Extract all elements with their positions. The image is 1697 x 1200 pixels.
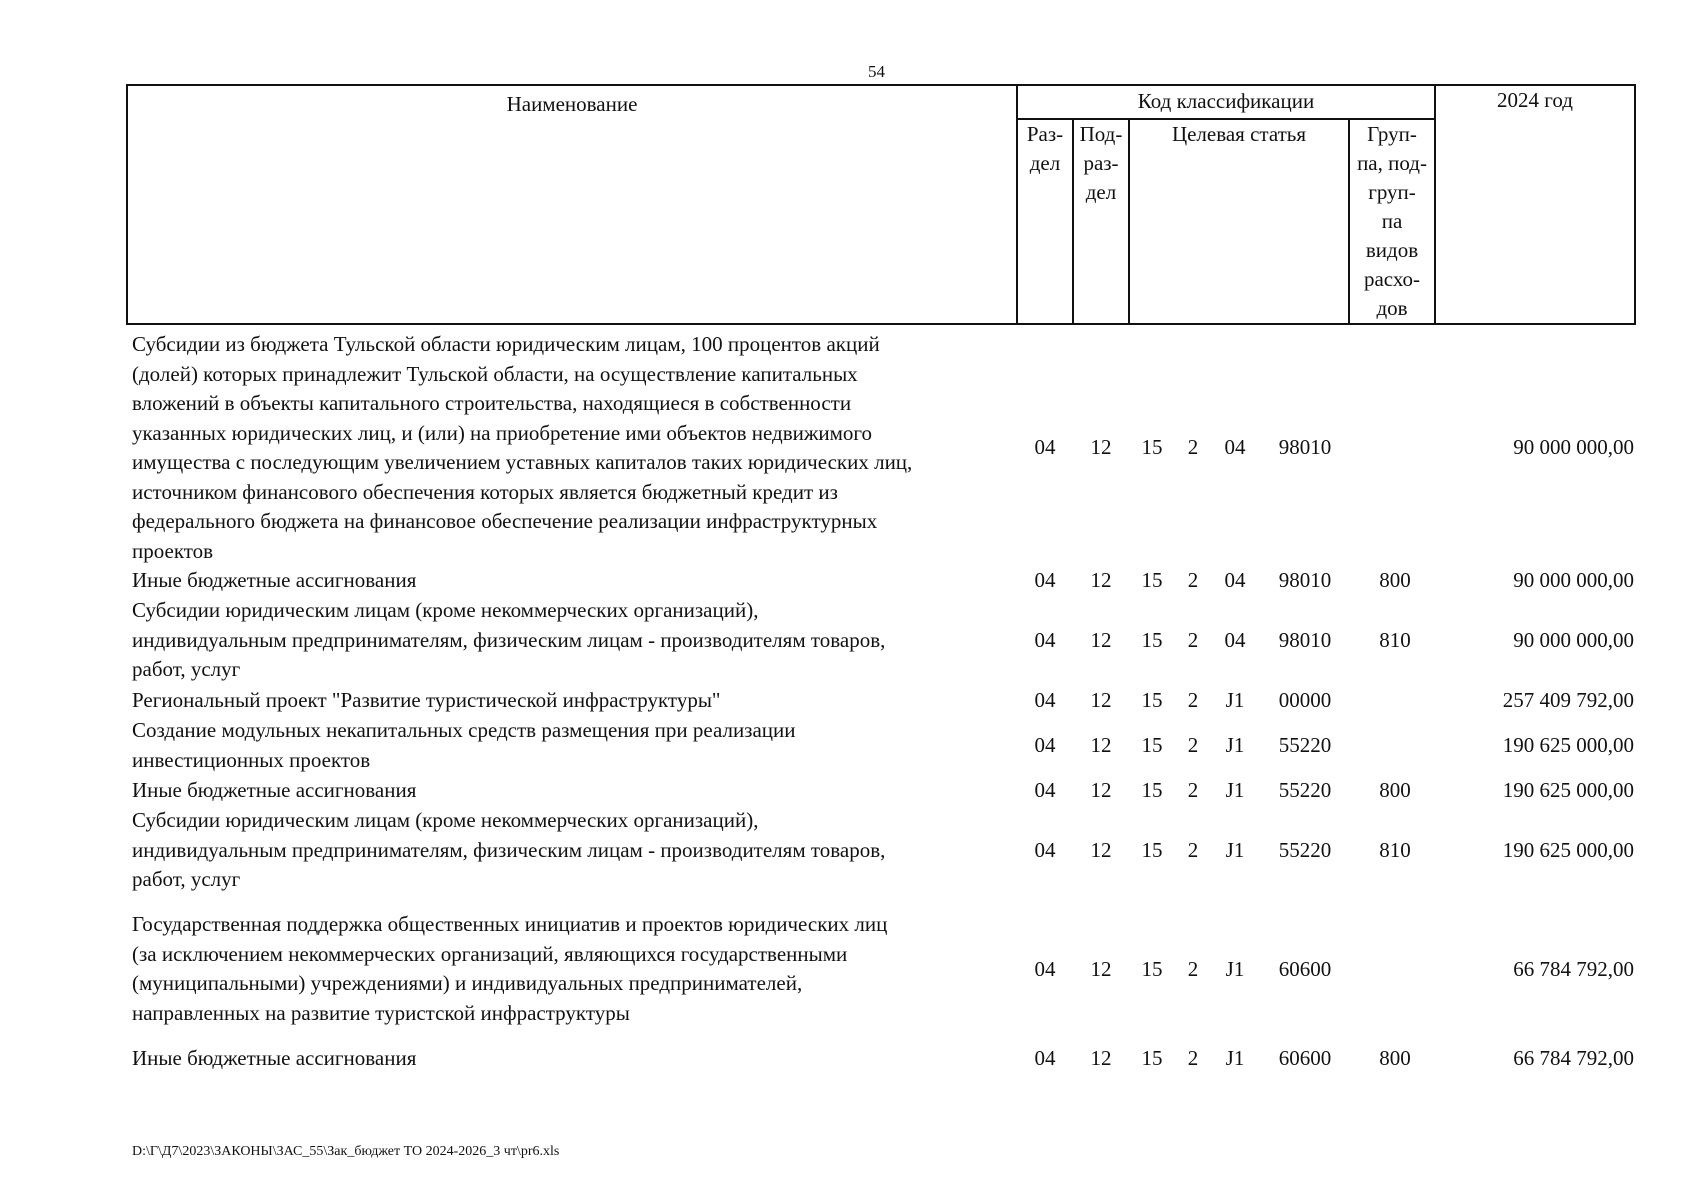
cell-amount: 90 000 000,00 bbox=[1513, 435, 1634, 459]
row-name: Иные бюджетные ассигнования bbox=[132, 1046, 417, 1070]
header-target-article: Целевая статья bbox=[1129, 119, 1349, 324]
cell-amount: 66 784 792,00 bbox=[1513, 1046, 1634, 1070]
cell-target-type: 2 bbox=[1187, 838, 1199, 862]
cell-target-type: 2 bbox=[1187, 435, 1199, 459]
header-name: Наименование bbox=[127, 85, 1017, 324]
cell-amount: 257 409 792,00 bbox=[1502, 688, 1634, 712]
row-name: Создание модульных некапитальных средств размещения при реализации инвестиционных проектов bbox=[132, 718, 796, 772]
cell-amount: 190 625 000,00 bbox=[1502, 733, 1634, 757]
cell-target-direction: 55220 bbox=[1278, 733, 1332, 757]
cell-target-type: 2 bbox=[1187, 568, 1199, 592]
cell-target-direction: 98010 bbox=[1278, 435, 1332, 459]
cell-podrazdel: 12 bbox=[1090, 628, 1112, 652]
cell-target-program: 15 bbox=[1141, 838, 1163, 862]
cell-target-direction: 98010 bbox=[1278, 568, 1332, 592]
cell-group: 810 bbox=[1379, 838, 1411, 862]
cell-podrazdel: 12 bbox=[1090, 838, 1112, 862]
cell-target-type: 2 bbox=[1187, 628, 1199, 652]
cell-target-program: 15 bbox=[1141, 688, 1163, 712]
header-razdel: Раз- дел bbox=[1017, 119, 1073, 324]
cell-razdel: 04 bbox=[1034, 688, 1056, 712]
cell-target-direction: 60600 bbox=[1278, 1046, 1332, 1070]
cell-target-type: 2 bbox=[1187, 688, 1199, 712]
cell-razdel: 04 bbox=[1034, 435, 1056, 459]
cell-podrazdel: 12 bbox=[1090, 778, 1112, 802]
cell-razdel: 04 bbox=[1034, 568, 1056, 592]
cell-target-program: 15 bbox=[1141, 778, 1163, 802]
row-name: Государственная поддержка общественных инициатив и проектов юридических лиц (за исключением некоммерческих организаций, являющихся государственными (муниципальными) учреждениями) и индивидуальных предпринимателей, направленных на развитие туристской инфраструктуры bbox=[132, 912, 888, 1025]
cell-target-event: J1 bbox=[1225, 838, 1245, 862]
cell-amount: 90 000 000,00 bbox=[1513, 568, 1634, 592]
file-path-footer: D:\Г\Д7\2023\ЗАКОНЫ\ЗАС_55\Зак_бюджет ТО 2024-2026_3 чт\pr6.xls bbox=[132, 1144, 560, 1159]
row-name: Субсидии из бюджета Тульской области юридическим лицам, 100 процентов акций (долей) которых принадлежит Тульской области, на осуществление капитальных вложений в объекты капитального строительства, находящиеся в собственности указанных юридических лиц, и (или) на приобретение ими объектов недвижимого имущества с последующим увеличением уставных капиталов таких юридических лиц, источником финансового обеспечения которых является бюджетный кредит из федерального бюджета на финансовое обеспечение реализации инфраструктурных проектов bbox=[132, 332, 913, 563]
cell-target-event: J1 bbox=[1225, 688, 1245, 712]
cell-razdel: 04 bbox=[1034, 733, 1056, 757]
cell-target-direction: 55220 bbox=[1278, 778, 1332, 802]
cell-target-program: 15 bbox=[1141, 435, 1163, 459]
cell-target-direction: 55220 bbox=[1278, 838, 1332, 862]
cell-target-type: 2 bbox=[1187, 733, 1199, 757]
cell-target-type: 2 bbox=[1187, 778, 1199, 802]
row-name: Региональный проект "Развитие туристической инфраструктуры" bbox=[132, 688, 721, 712]
page-number: 54 bbox=[868, 62, 885, 81]
cell-target-program: 15 bbox=[1141, 733, 1163, 757]
cell-razdel: 04 bbox=[1034, 628, 1056, 652]
cell-target-program: 15 bbox=[1141, 1046, 1163, 1070]
cell-target-direction: 60600 bbox=[1278, 957, 1332, 981]
cell-podrazdel: 12 bbox=[1090, 957, 1112, 981]
header-podrazdel: Под- раз- дел bbox=[1073, 119, 1129, 324]
cell-target-event: J1 bbox=[1225, 957, 1245, 981]
cell-amount: 190 625 000,00 bbox=[1502, 778, 1634, 802]
cell-target-event: J1 bbox=[1225, 778, 1245, 802]
cell-podrazdel: 12 bbox=[1090, 435, 1112, 459]
cell-group: 800 bbox=[1379, 778, 1411, 802]
cell-podrazdel: 12 bbox=[1090, 568, 1112, 592]
cell-target-event: J1 bbox=[1225, 733, 1245, 757]
header-group: Груп- па, под- груп- па видов расхо- дов bbox=[1349, 119, 1435, 324]
cell-target-event: 04 bbox=[1224, 568, 1246, 592]
cell-target-event: J1 bbox=[1225, 1046, 1245, 1070]
cell-amount: 90 000 000,00 bbox=[1513, 628, 1634, 652]
header-year: 2024 год bbox=[1435, 85, 1635, 324]
cell-razdel: 04 bbox=[1034, 957, 1056, 981]
cell-target-event: 04 bbox=[1224, 435, 1246, 459]
cell-razdel: 04 bbox=[1034, 1046, 1056, 1070]
cell-target-program: 15 bbox=[1141, 628, 1163, 652]
row-name: Иные бюджетные ассигнования bbox=[132, 568, 417, 592]
cell-target-program: 15 bbox=[1141, 957, 1163, 981]
cell-target-direction: 00000 bbox=[1278, 688, 1332, 712]
cell-target-program: 15 bbox=[1141, 568, 1163, 592]
cell-razdel: 04 bbox=[1034, 838, 1056, 862]
cell-amount: 66 784 792,00 bbox=[1513, 957, 1634, 981]
cell-target-event: 04 bbox=[1224, 628, 1246, 652]
header-classification: Код классификации bbox=[1017, 85, 1435, 119]
cell-target-direction: 98010 bbox=[1278, 628, 1332, 652]
cell-group: 800 bbox=[1379, 568, 1411, 592]
cell-podrazdel: 12 bbox=[1090, 1046, 1112, 1070]
cell-razdel: 04 bbox=[1034, 778, 1056, 802]
cell-target-type: 2 bbox=[1187, 1046, 1199, 1070]
cell-group: 800 bbox=[1379, 1046, 1411, 1070]
row-name: Иные бюджетные ассигнования bbox=[132, 778, 417, 802]
row-name: Субсидии юридическим лицам (кроме некоммерческих организаций), индивидуальным предпринимателям, физическим лицам - производителям товаров, работ, услуг bbox=[132, 598, 886, 681]
row-name: Субсидии юридическим лицам (кроме некоммерческих организаций), индивидуальным предпринимателям, физическим лицам - производителям товаров, работ, услуг bbox=[132, 808, 886, 891]
cell-amount: 190 625 000,00 bbox=[1502, 838, 1634, 862]
cell-target-type: 2 bbox=[1187, 957, 1199, 981]
cell-podrazdel: 12 bbox=[1090, 688, 1112, 712]
cell-group: 810 bbox=[1379, 628, 1411, 652]
cell-podrazdel: 12 bbox=[1090, 733, 1112, 757]
